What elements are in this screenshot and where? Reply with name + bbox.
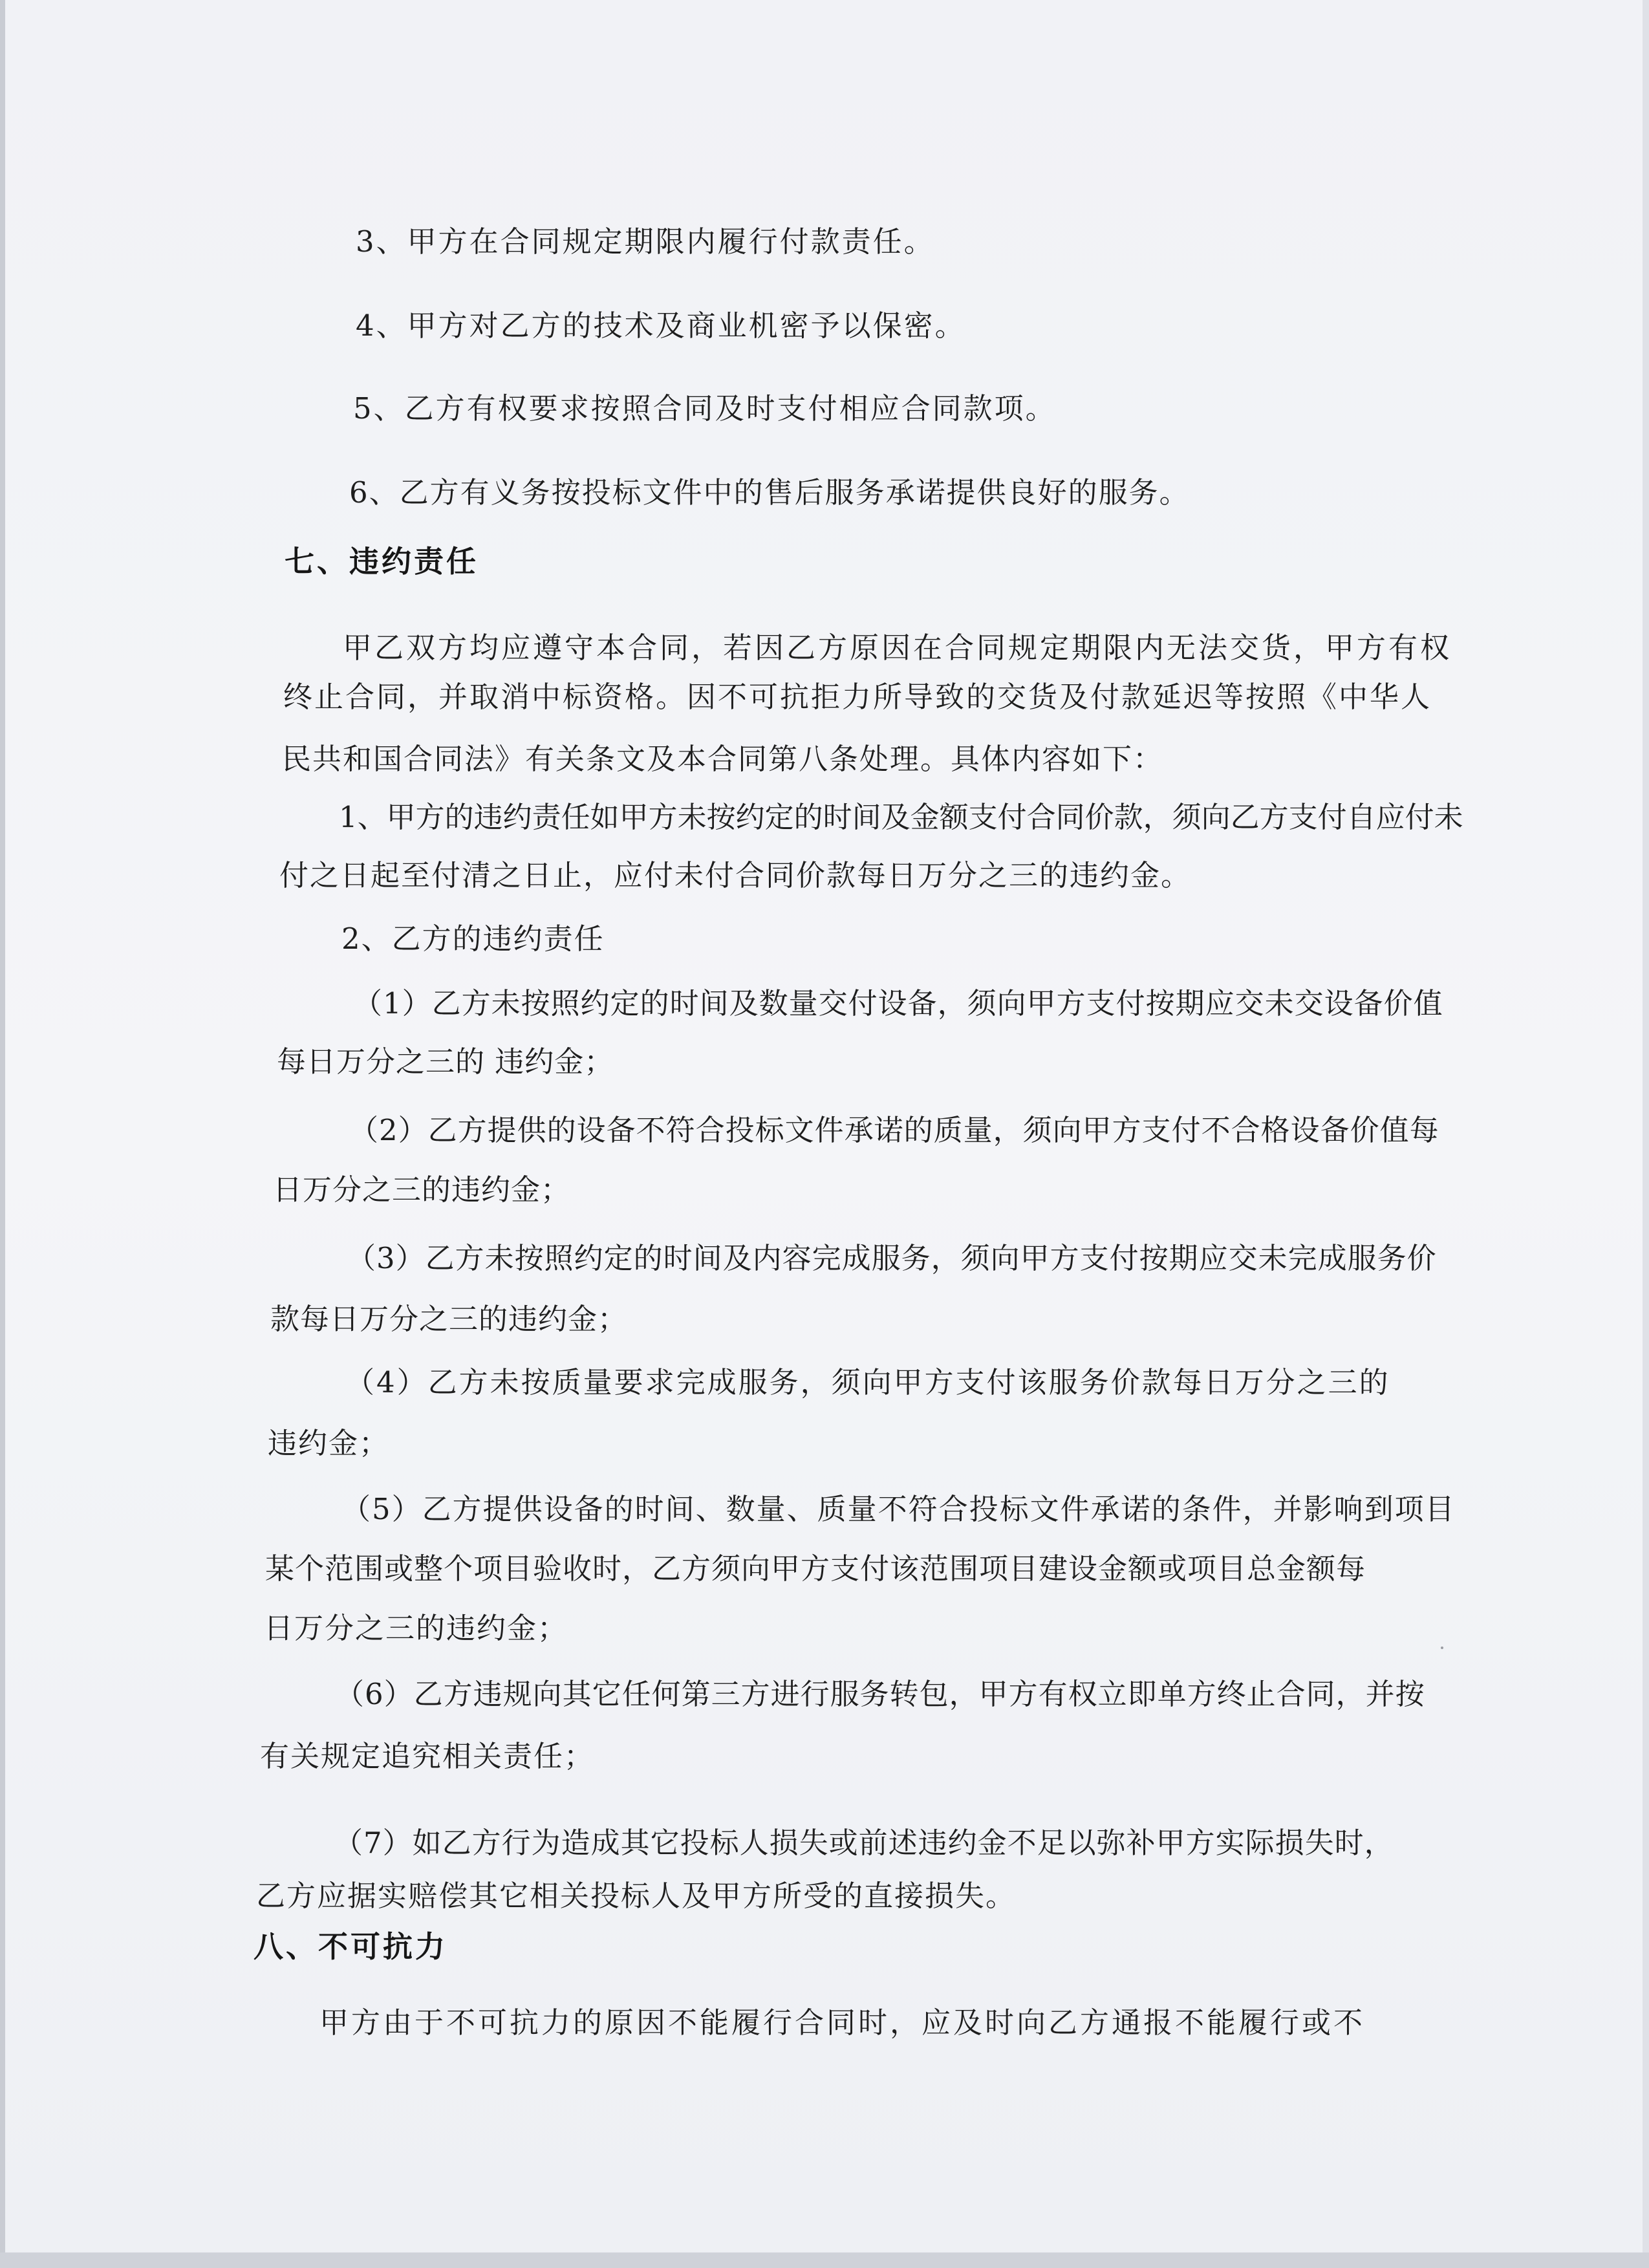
paragraph-line: 日万分之三的违约金； [273, 1172, 571, 1207]
paragraph-line: 付之日起至付清之日止，应付未付合同价款每日万分之三的违约金。 [279, 858, 1192, 892]
clause-item-5: 5、乙方有权要求按照合同及时支付相应合同款项。 [353, 391, 1057, 426]
scan-edge-left [0, 0, 5, 2268]
paragraph-line: 日万分之三的违约金； [264, 1611, 568, 1645]
paragraph-line: 违约金； [268, 1426, 390, 1460]
paragraph-line: 甲方由于不可抗力的原因不能履行合同时，应及时向乙方通报不能履行或不 [319, 2005, 1366, 2040]
scan-edge-right [1643, 0, 1649, 2268]
paragraph-line: 每日万分之三的 违约金； [277, 1044, 614, 1079]
subsection-heading: 2、乙方的违约责任 [341, 922, 605, 956]
paragraph-line: 款每日万分之三的违约金； [270, 1302, 628, 1336]
breach-item-6: （6）乙方违规向其它任何第三方进行服务转包，甲方有权立即单方终止合同，并按 [335, 1677, 1425, 1711]
clause-item-4: 4、甲方对乙方的技术及商业机密予以保密。 [356, 308, 966, 343]
breach-item-2: （2）乙方提供的设备不符合投标文件承诺的质量，须向甲方支付不合格设备价值每 [349, 1113, 1439, 1147]
paragraph-line: 某个范围或整个项目验收时，乙方须向甲方支付该范围项目建设金额或项目总金额每 [265, 1551, 1366, 1586]
clause-item-3: 3、甲方在合同规定期限内履行付款责任。 [356, 224, 935, 259]
paragraph-line: 终止合同，并取消中标资格。因不可抗拒力所导致的交货及付款延迟等按照《中华人 [283, 680, 1432, 714]
paragraph-line: 1、甲方的违约责任如甲方未按约定的时间及金额支付合同价款，须向乙方支付自应付未 [339, 800, 1463, 834]
paragraph-line: 甲乙双方均应遵守本合同，若因乙方原因在合同规定期限内无法交货，甲方有权 [343, 631, 1452, 665]
breach-item-3: （3）乙方未按照约定的时间及内容完成服务，须向甲方支付按期应交未完成服务价 [347, 1241, 1437, 1275]
section-heading-breach: 七、违约责任 [285, 544, 479, 579]
paragraph-line: 民共和国合同法》有关条文及本合同第八条处理。具体内容如下： [282, 742, 1164, 776]
section-heading-force-majeure: 八、不可抗力 [253, 1929, 447, 1964]
paragraph-line: 有关规定追究相关责任； [260, 1739, 595, 1773]
scan-speck [1441, 1647, 1443, 1649]
breach-item-1: （1）乙方未按照约定的时间及数量交付设备，须向甲方支付按期应交未交设备价值 [353, 986, 1443, 1021]
breach-item-7: （7）如乙方行为造成其它投标人损失或前述违约金不足以弥补甲方实际损失时， [334, 1826, 1394, 1860]
breach-item-5: （5）乙方提供设备的时间、数量、质量不符合投标文件承诺的条件，并影响到项目 [341, 1492, 1456, 1526]
clause-item-6: 6、乙方有义务按投标文件中的售后服务承诺提供良好的服务。 [349, 475, 1190, 510]
paragraph-line: 乙方应据实赔偿其它相关投标人及甲方所受的直接损失。 [256, 1879, 1017, 1913]
scan-edge-bottom [0, 2252, 1649, 2268]
breach-item-4: （4）乙方未按质量要求完成服务，须向甲方支付该服务价款每日万分之三的 [345, 1365, 1390, 1399]
